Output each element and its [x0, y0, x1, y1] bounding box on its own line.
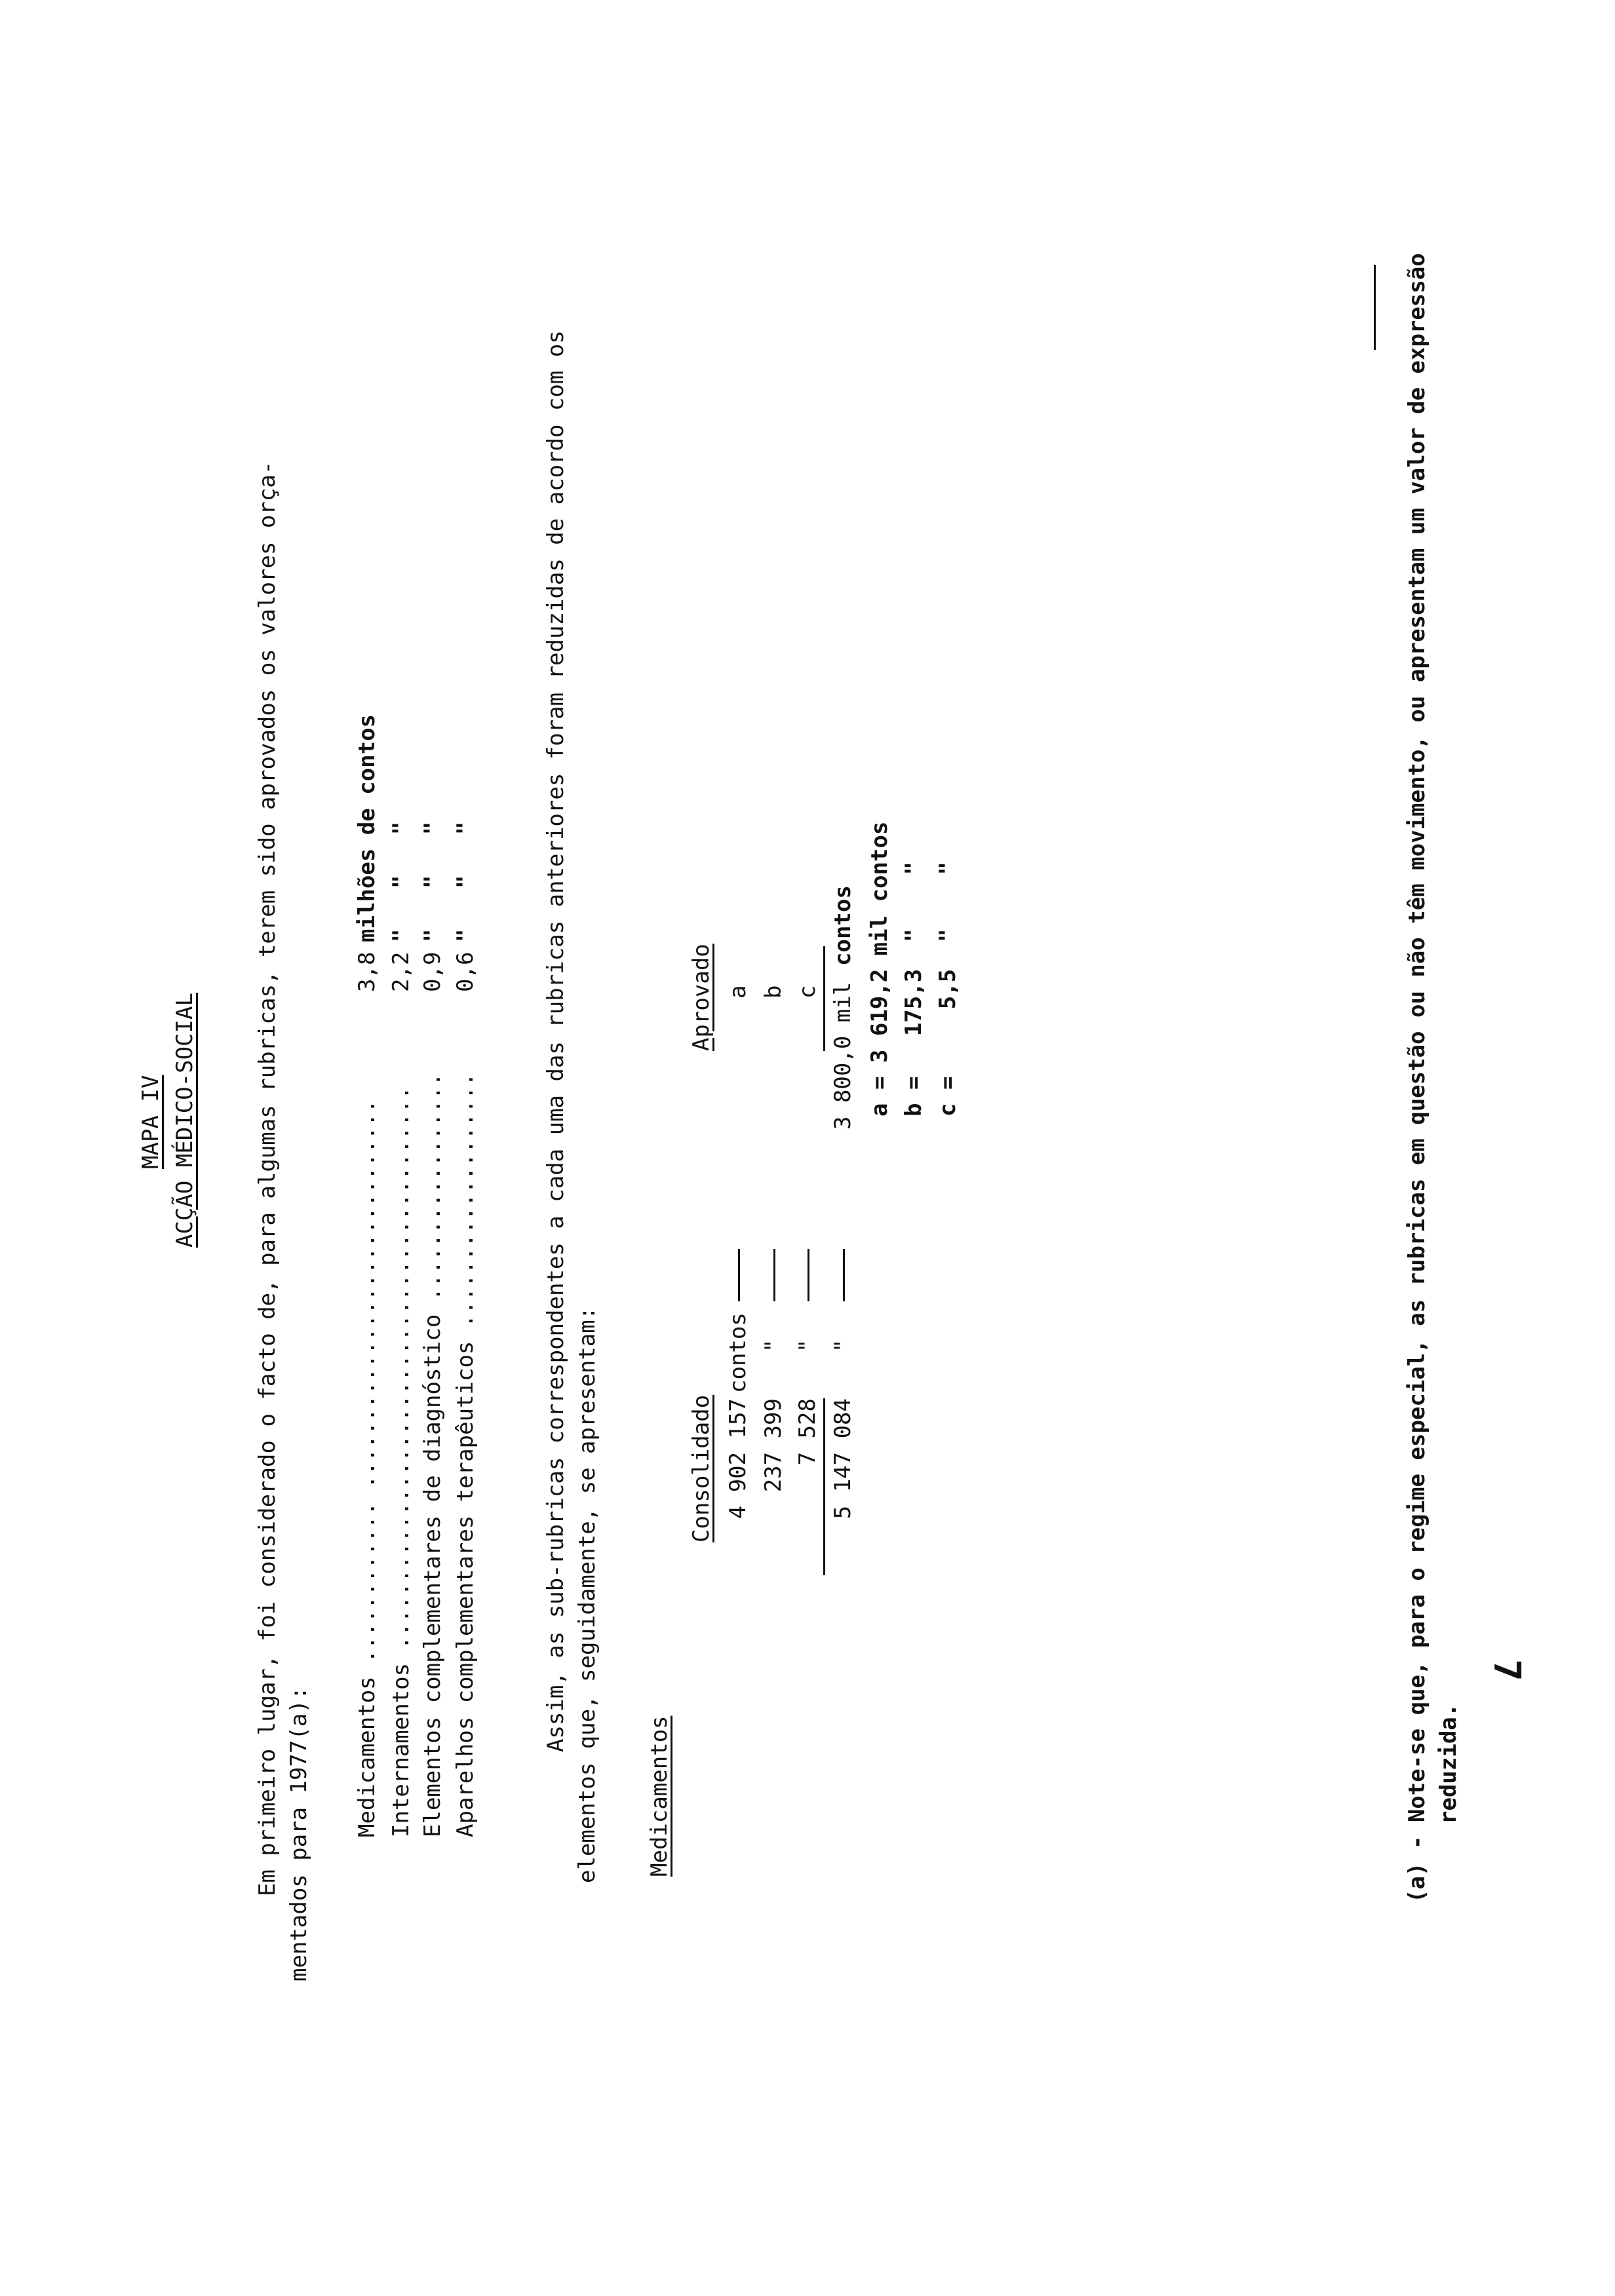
aprovado-letter: a [725, 985, 751, 999]
letter-value-a: a = 3 619,2 mil contos [866, 821, 893, 1117]
row-dash [738, 1249, 740, 1301]
intro-paragraph-line-1: Em primeiro lugar, foi considerado o facto de, para algumas rubricas, terem sido aprovados os valores orça- [254, 461, 281, 1896]
budget-item: Internamentos .......................................... [388, 1086, 414, 1837]
budget-value: 3,8 [354, 951, 380, 992]
budget-value: 2,2 [388, 951, 414, 992]
footnote-separator [1374, 265, 1376, 350]
budget-item: Elementos complementares de diagnóstico ................. [419, 1073, 446, 1837]
aprovado-header: Aprovado [688, 944, 714, 1051]
consolidado-value: 237 399 [760, 1398, 787, 1493]
budget-unit: " " " [452, 821, 478, 942]
total-rule-consolidado [823, 1398, 825, 1575]
budget-value: 0,9 [419, 951, 446, 992]
paragraph-2-line-2: elementos que, seguidamente, se apresentam: [574, 1306, 600, 1883]
paragraph-2-line-1: Assim, as sub-rubricas correspondentes a cada uma das rubricas anteriores foram reduzidas de acordo com os [543, 330, 569, 1752]
total-dash [843, 1249, 845, 1301]
consolidado-unit: " [760, 1339, 787, 1352]
footnote-line-1: (a) - Note-se que, para o regime especial, as rubricas em questão ou não têm movimento, ou apresentam um valor de expressão [1404, 253, 1430, 1903]
intro-paragraph-line-2: mentados para 1977(a): [286, 1686, 312, 1981]
aprovado-total: 3 800,0 mil [830, 982, 856, 1130]
row-dash [808, 1249, 809, 1301]
aprovado-total-unit: contos [830, 885, 856, 966]
row-dash [773, 1249, 775, 1301]
consolidado-total: 5 147 084 [830, 1398, 856, 1520]
letter-value-b: b = 175,3 " " [901, 862, 927, 1117]
budget-item: Medicamentos ............ ............................. [354, 1100, 380, 1837]
section-title: ACÇÃO MÉDICO-SOCIAL [172, 993, 198, 1248]
consolidado-header: Consolidado [688, 1394, 714, 1542]
consolidado-unit: " [794, 1339, 821, 1352]
consolidado-value: 4 902 157 [725, 1398, 751, 1520]
total-rule-aprovado [823, 946, 825, 1051]
budget-unit: " " " [388, 821, 414, 942]
budget-item: Aparelhos complementares terapêuticos ................... [452, 1073, 478, 1837]
table-heading: Medicamentos [646, 1715, 672, 1877]
consolidado-value: 7 528 [794, 1398, 821, 1466]
aprovado-letter: c [794, 985, 821, 999]
map-title: MAPA IV [138, 1075, 164, 1169]
footnote-line-2: reduzida. [1435, 1703, 1462, 1824]
consolidado-total-unit: " [830, 1339, 856, 1352]
consolidado-unit: contos [725, 1312, 751, 1393]
aprovado-letter: b [760, 985, 787, 999]
page-number: 7 [1485, 1659, 1528, 1681]
budget-value: 0,6 [452, 951, 478, 992]
letter-value-c: c = 5,5 " " [935, 862, 961, 1117]
budget-unit: " " " [419, 821, 446, 942]
budget-unit: milhões de contos [354, 714, 380, 942]
